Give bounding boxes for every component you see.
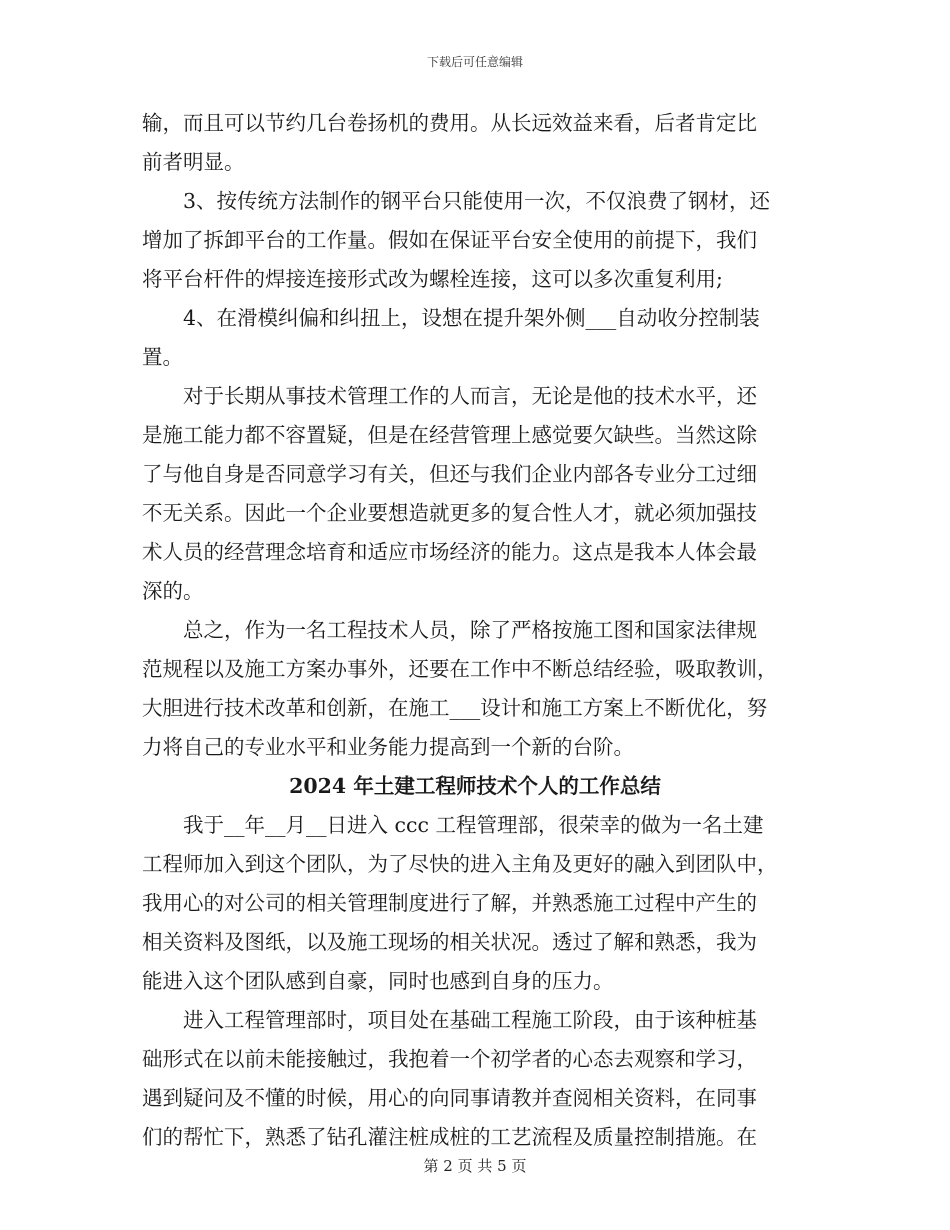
text-line: 总之，作为一名工程技术人员，除了严格按施工图和国家法律规 — [183, 618, 757, 642]
page-header: 下载后可任意编辑 — [426, 55, 523, 69]
text-line: 3、按传统方法制作的钢平台只能使用一次，不仅浪费了钢材，还 — [183, 189, 771, 213]
text-line: 置。 — [142, 345, 183, 369]
text-line: 相关资料及图纸，以及施工现场的相关状况。透过了解和熟悉，我为 — [142, 930, 757, 954]
text-line: 们的帮忙下，熟悉了钻孔灌注桩成桩的工艺流程及质量控制措施。在 — [142, 1125, 757, 1149]
text-line: 我用心的对公司的相关管理制度进行了解，并熟悉施工过程中产生的 — [142, 891, 757, 915]
text-line: 遇到疑问及不懂的时候，用心的向同事请教并查阅相关资料，在同事 — [142, 1086, 757, 1110]
text-line: 范规程以及施工方案办事外，还要在工作中不断总结经验，吸取教训， — [142, 657, 778, 681]
text-line: 对于长期从事技术管理工作的人而言，无论是他的技术水平，还 — [183, 384, 757, 408]
page-footer: 第 2 页 共 5 页 — [423, 1157, 527, 1175]
text-line: 不无关系。因此一个企业要想造就更多的复合性人才，就必须加强技 — [142, 501, 757, 525]
text-line: 前者明显。 — [142, 150, 245, 174]
text-line: 我于__年__月__日进入 ccc 工程管理部，很荣幸的做为一名土建 — [183, 813, 764, 837]
section-title: 2024 年土建工程师技术个人的工作总结 — [289, 774, 661, 798]
text-line: 增加了拆卸平台的工作量。假如在保证平台安全使用的前提下，我们 — [142, 228, 757, 252]
text-line: 输，而且可以节约几台卷扬机的费用。从长远效益来看，后者肯定比 — [142, 111, 757, 135]
document-body — [142, 104, 808, 1157]
text-line: 力将自己的专业水平和业务能力提高到一个新的台阶。 — [142, 735, 634, 759]
text-line: 础形式在以前未能接触过，我抱着一个初学者的心态去观察和学习， — [142, 1047, 757, 1071]
text-line: 大胆进行技术改革和创新，在施工___设计和施工方案上不断优化，努 — [142, 696, 768, 720]
text-line: 将平台杆件的焊接连接形式改为螺栓连接，这可以多次重复利用; — [142, 267, 723, 291]
text-line: 进入工程管理部时，项目处在基础工程施工阶段，由于该种桩基 — [183, 1008, 757, 1032]
text-line: 工程师加入到这个团队，为了尽快的进入主角及更好的融入到团队中， — [142, 852, 778, 876]
text-line: 深的。 — [142, 579, 204, 603]
text-line: 是施工能力都不容置疑，但是在经营管理上感觉要欠缺些。当然这除 — [142, 423, 757, 447]
text-line: 能进入这个团队感到自豪，同时也感到自身的压力。 — [142, 969, 614, 993]
text-line: 4、在滑模纠偏和纠扭上，设想在提升架外侧___自动收分控制装 — [183, 306, 760, 330]
text-line: 了与他自身是否同意学习有关，但还与我们企业内部各专业分工过细 — [142, 462, 757, 486]
text-line: 术人员的经营理念培育和适应市场经济的能力。这点是我本人体会最 — [142, 540, 757, 564]
